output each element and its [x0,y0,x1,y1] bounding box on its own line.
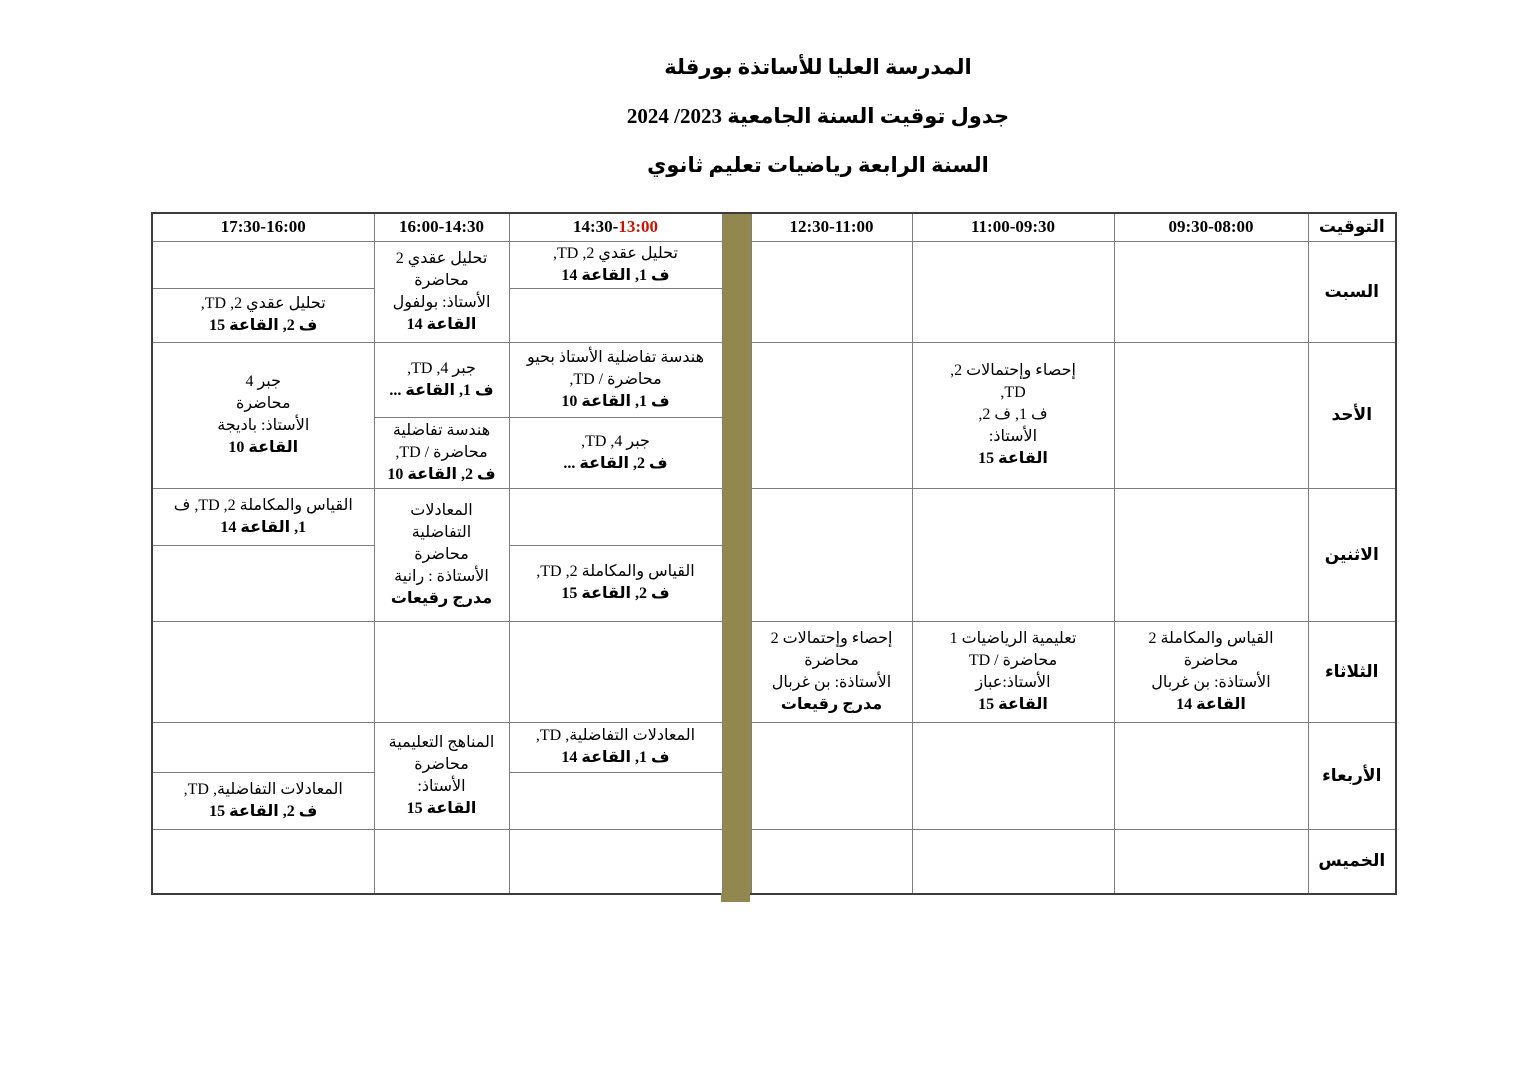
row-monday-1 [152,488,1396,545]
course-line: تحليل عقدي 2 [395,249,488,267]
course-cell-sun-1300-a [509,342,722,417]
empty-cell [751,722,912,829]
course-line: القياس والمكاملة 2 [1148,629,1274,647]
day-label-sunday: الأحد [1308,342,1396,488]
separator-column-header [722,213,751,241]
course-cell-sat-1300 [509,241,722,288]
course-line: التفاضلية [411,523,472,541]
course-line: تحليل عقدي 2, TD, [553,244,678,262]
empty-cell [509,772,722,829]
course-line: محاضرة [235,395,291,412]
course-cell-sat-1430 [374,241,509,342]
course-line: ف 2, القاعة 15 [209,802,318,820]
course-line: محاضرة / TD [968,651,1058,669]
course-line: محاضرة [804,651,859,669]
empty-cell [1114,829,1308,894]
course-line: جبر 4, TD, [581,432,650,450]
empty-cell [751,342,912,488]
course-cell-sun-1300-b [509,417,722,488]
row-thursday [152,829,1396,894]
day-label-thursday: الخميس [1308,829,1396,894]
course-cell-sun-1430-a [374,342,509,417]
course-line: القاعة 14 [406,315,477,333]
course-line: محاضرة [414,755,469,773]
empty-cell [1114,488,1308,621]
course-line: تعليمية الرياضيات 1 [949,629,1077,647]
timetable [151,212,1397,895]
empty-cell [751,241,912,342]
course-line: إحصاء وإحتمالات 2, [950,362,1076,379]
course-line: الأستاذة: بن غربال [771,673,892,691]
course-line: ف 2, القاعة 15 [561,585,670,602]
empty-cell [509,829,722,894]
header-slot-1300-red: 13:00 [618,217,658,237]
course-line: ف 1, القاعة 10 [561,392,670,410]
empty-cell [152,241,374,288]
header-slot-1300-black: 14:30- [573,217,619,237]
course-line: القاعة 15 [406,799,477,817]
course-line: جبر 4 [245,373,282,390]
separator-column [722,342,751,488]
course-line: الأستاذ: باديجة [217,417,310,434]
empty-cell [1114,241,1308,342]
header-timing: التوقيت [1308,213,1396,241]
course-line: الأستاذ: [417,777,466,795]
header-slot-1430: 16:00-14:30 [374,213,509,241]
course-line: القياس والمكاملة 2, TD, ف [173,496,353,514]
course-line: الأستاذ: بولفول [392,293,491,311]
header-slot-1100: 12:30-11:00 [751,213,912,241]
course-line: مدرج رقيعات [390,589,493,607]
row-tuesday [152,621,1396,722]
day-label-tuesday: الثلاثاء [1308,621,1396,722]
course-line: محاضرة / TD, [395,443,488,461]
separator-column [722,722,751,829]
course-line: هندسة تفاضلية [392,421,491,439]
empty-cell [509,488,722,545]
course-line: محاضرة [414,545,469,563]
course-cell-sun-1430-b [374,417,509,488]
header-row [152,213,1396,241]
course-line: الأستاذ:عباز [975,673,1051,691]
separator-column [722,621,751,722]
course-cell-mon-1300 [509,545,722,621]
separator-column-tail [721,893,750,902]
empty-cell [912,241,1114,342]
course-cell-wed-1300 [509,722,722,772]
title-timetable-year: جدول توقيت السنة الجامعية 2023/ 2024 [626,104,1010,128]
title-school: المدرسة العليا للأساتذة بورقلة [664,55,972,79]
empty-cell [152,722,374,772]
course-line: الأستاذة : رانية [394,567,489,585]
course-line: محاضرة [1183,651,1239,669]
header-slot-1600: 17:30-16:00 [152,213,374,241]
course-cell-tue-1100 [751,621,912,722]
course-line: إحصاء وإحتمالات 2 [770,629,893,647]
course-line: ف 1, القاعة 14 [561,749,670,766]
course-line: الأستاذ: [988,428,1038,445]
empty-cell [751,829,912,894]
course-line: القياس والمكاملة 2, TD, [536,563,695,580]
course-cell-wed-1600 [152,772,374,829]
course-cell-mon-1600 [152,488,374,545]
empty-cell [374,621,509,722]
timetable-wrapper [151,212,1397,895]
separator-column [722,488,751,621]
course-cell-wed-1430 [374,722,509,829]
course-cell-tue-0930 [912,621,1114,722]
course-line: محاضرة / TD, [569,370,662,388]
course-cell-sun-0930 [912,342,1114,488]
course-line: المعادلات التفاضلية, TD, [183,780,343,798]
empty-cell [152,621,374,722]
title-class-level: السنة الرابعة رياضيات تعليم ثانوي [647,153,989,177]
empty-cell [912,488,1114,621]
header-slot-1300 [509,213,722,241]
empty-cell [152,545,374,621]
course-line: 1, القاعة 14 [220,518,307,536]
course-line: المناهج التعليمية [388,733,495,751]
course-line: مدرج رقيعات [780,695,883,713]
empty-cell [1114,722,1308,829]
empty-cell [152,829,374,894]
day-label-saturday: السبت [1308,241,1396,342]
course-line: جبر 4, TD, [407,359,476,377]
empty-cell [374,829,509,894]
row-saturday-1 [152,241,1396,288]
course-line: الأستاذة: بن غربال [1151,673,1271,691]
empty-cell [1114,342,1308,488]
row-wednesday-1 [152,722,1396,772]
course-line: المعادلات [410,501,473,519]
empty-cell [509,621,722,722]
header-slot-0800: 09:30-08:00 [1114,213,1308,241]
document-titles [0,56,1536,203]
course-cell-sun-1600 [152,342,374,488]
course-line: ف 1, ف 2, [978,406,1048,423]
course-line: القاعة 15 [978,450,1048,467]
course-line: ف 1, القاعة ... [389,381,494,399]
course-line: محاضرة [414,271,469,289]
course-line: القاعة 14 [1176,695,1246,713]
course-line: ف 2, القاعة 10 [387,465,496,483]
row-sunday-1 [152,342,1396,417]
course-line: القاعة 15 [978,695,1048,713]
empty-cell [912,722,1114,829]
course-line: ف 1, القاعة 14 [561,266,670,284]
empty-cell [509,288,722,342]
empty-cell [751,488,912,621]
separator-column [722,829,751,894]
course-line: هندسة تفاضلية الأستاذ بحيو [526,348,705,366]
course-line: TD, [1000,384,1026,401]
day-label-monday: الاثنين [1308,488,1396,621]
course-line: تحليل عقدي 2, TD, [200,295,326,312]
course-line: ف 2, القاعة ... [563,454,668,472]
empty-cell [912,829,1114,894]
course-cell-sat-1600 [152,288,374,342]
course-line: ف 2, القاعة 15 [209,317,318,334]
course-cell-tue-0800 [1114,621,1308,722]
header-slot-0930: 11:00-09:30 [912,213,1114,241]
day-label-wednesday: الأربعاء [1308,722,1396,829]
separator-column [722,241,751,342]
course-line: القاعة 10 [228,439,299,456]
course-cell-mon-1430 [374,488,509,621]
course-line: المعادلات التفاضلية, TD, [535,727,696,744]
